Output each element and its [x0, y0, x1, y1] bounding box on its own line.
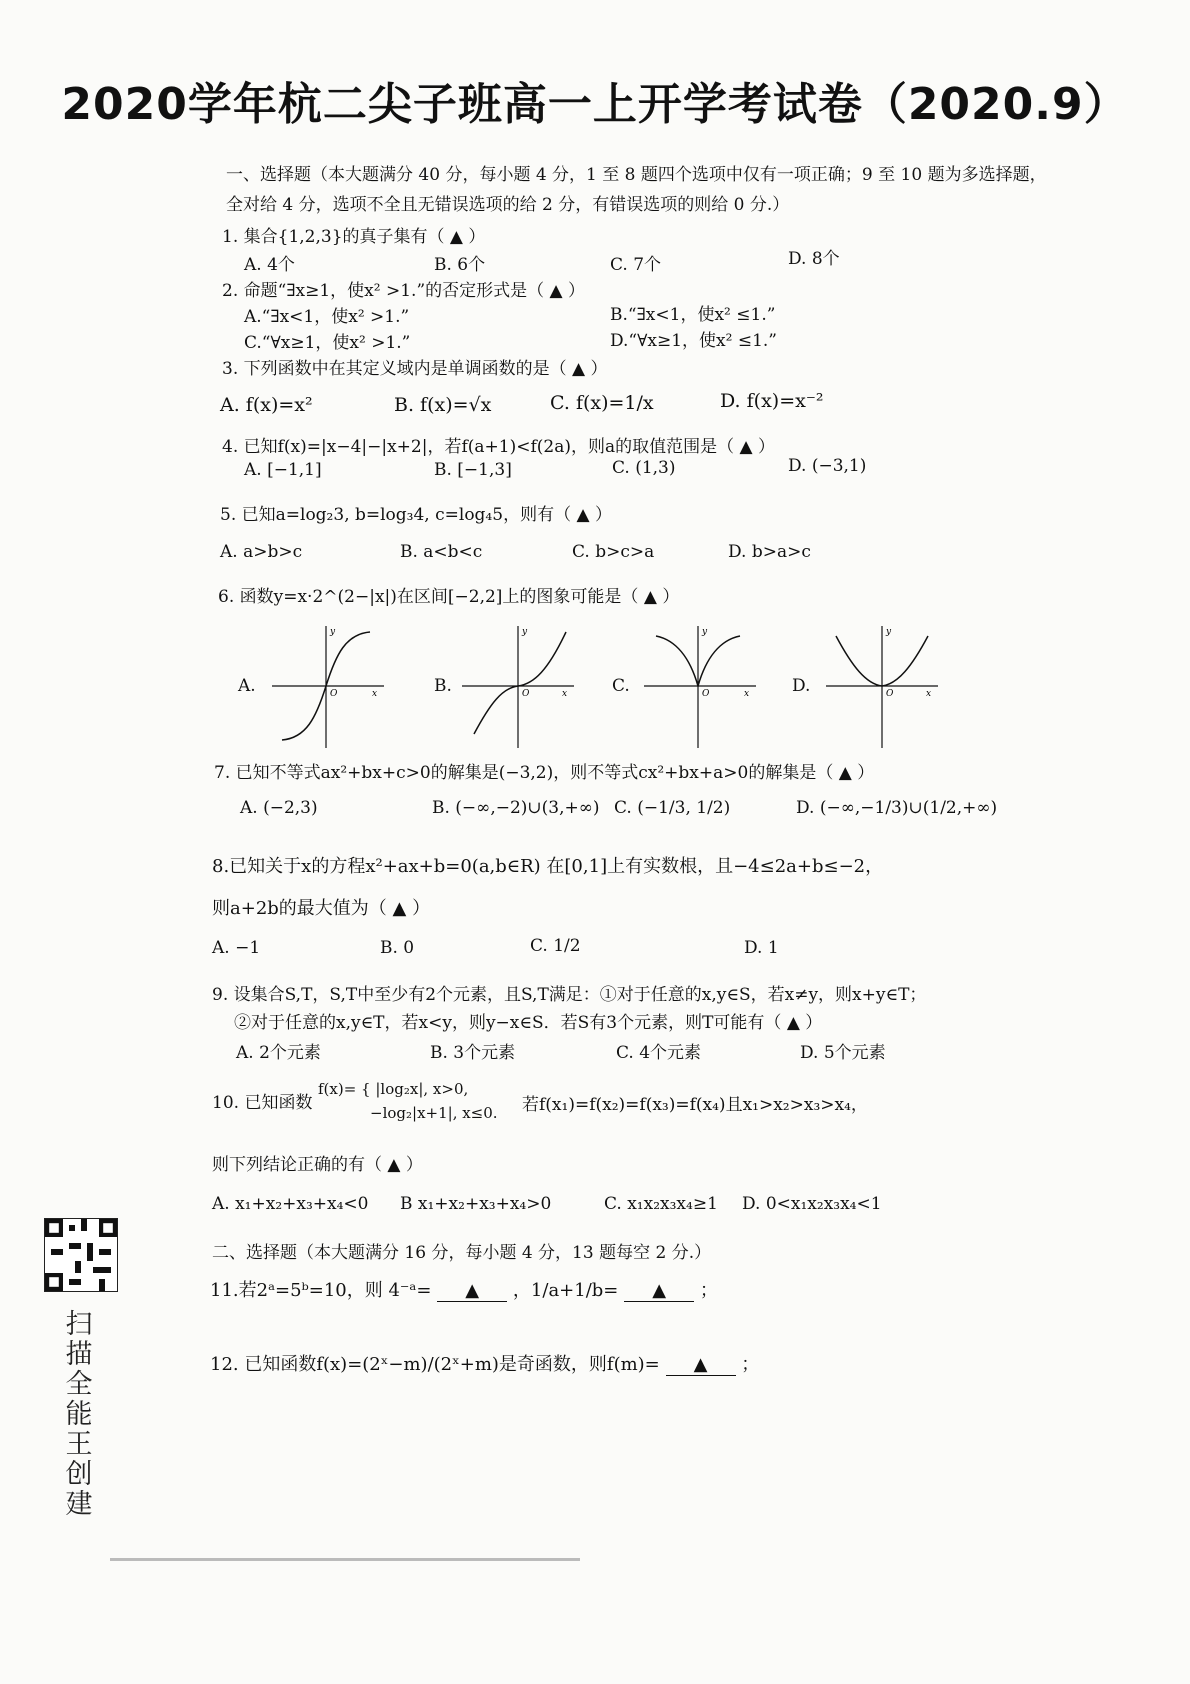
q7-stem: 7. 已知不等式ax²+bx+c>0的解集是(−3,2)，则不等式cx²+bx+a>0的解集是（ ▲ ）	[214, 763, 875, 783]
q6-option-a-label: A.	[238, 676, 256, 696]
q9-option-d: D. 5个元素	[800, 1043, 886, 1063]
q5-option-a: A. a>b>c	[220, 542, 303, 562]
q7-option-d: D. (−∞,−1/3)∪(1/2,+∞)	[796, 798, 998, 818]
q6-a-x-label: x	[372, 689, 378, 699]
q11-prefix: 11.若2ᵃ=5ᵇ=10，则 4⁻ᵃ=	[210, 1280, 432, 1301]
q3-stem: 3. 下列函数中在其定义域内是单调函数的是（ ▲ ）	[222, 359, 608, 379]
q3-option-c: C. f(x)=1/x	[550, 392, 654, 414]
q8-stem-line1: 8.已知关于x的方程x²+ax+b=0(a,b∈R) 在[0,1]上有实数根，且−4≤2a+b≤−2，	[212, 856, 884, 877]
q7-option-a: A. (−2,3)	[240, 798, 318, 818]
q6-option-b-label: B.	[434, 676, 452, 696]
q2-option-c: C.“∀x≥1，使x² >1.”	[244, 333, 411, 353]
q6-b-y-label: y	[522, 627, 528, 637]
qr-pattern	[45, 1219, 117, 1291]
q6-graph-b	[462, 622, 612, 752]
q4-option-d: D. (−3,1)	[788, 456, 867, 476]
q6-c-x-label: x	[744, 689, 750, 699]
q1-option-d: D. 8个	[788, 249, 840, 269]
scanner-brand-text: 扫描全能王 创建	[65, 1309, 93, 1520]
q5-option-c: C. b>c>a	[572, 542, 655, 562]
q10-condition: 若f(x₁)=f(x₂)=f(x₃)=f(x₄)且x₁>x₂>x₃>x₄，	[522, 1095, 868, 1115]
q10-piece1: f(x)= { |log₂x|, x>0,	[318, 1080, 469, 1098]
q8-option-b: B. 0	[380, 938, 415, 958]
q9-stem-line1: 9. 设集合S,T，S,T中至少有2个元素，且S,T满足：①对于任意的x,y∈S，若x≠y，则x+y∈T；	[212, 985, 927, 1005]
q2-option-d: D.“∀x≥1，使x² ≤1.”	[610, 331, 777, 351]
q9-stem-line2: ②对于任意的x,y∈T，若x<y，则y−x∈S．若S有3个元素，则T可能有（ ▲ ）	[234, 1013, 823, 1033]
section2-instructions: 二、选择题（本大题满分 16 分，每小题 4 分，13 题每空 2 分.）	[212, 1243, 712, 1263]
q8-stem-line2: 则a+2b的最大值为（ ▲ ）	[212, 898, 431, 919]
q6-d-x-label: x	[926, 689, 932, 699]
q4-option-b: B. [−1,3]	[434, 460, 512, 480]
q2-option-b: B.“∃x<1，使x² ≤1.”	[610, 305, 776, 325]
q6-graph-a	[272, 622, 422, 752]
q11-end: ；	[699, 1280, 718, 1301]
q2-option-a: A.“∃x<1，使x² >1.”	[244, 307, 410, 327]
q6-a-origin-label: O	[330, 689, 338, 699]
scan-artifact-line	[110, 1558, 580, 1561]
q6-d-origin-label: O	[886, 689, 894, 699]
qr-code-icon	[44, 1218, 118, 1292]
q5-option-d: D. b>a>c	[728, 542, 811, 562]
q4-option-a: A. [−1,1]	[244, 460, 322, 480]
q11-middle: ，1/a+1/b=	[512, 1280, 619, 1301]
q6-option-c-label: C.	[612, 676, 630, 696]
q11-blank-1[interactable]: ▲	[437, 1280, 507, 1302]
q10-number: 10. 已知函数	[212, 1093, 313, 1113]
q6-c-y-label: y	[702, 627, 708, 637]
q7-option-b: B. (−∞,−2)∪(3,+∞)	[432, 798, 600, 818]
q8-option-a: A. −1	[212, 938, 261, 958]
q11-line	[210, 1276, 718, 1302]
q6-b-x-label: x	[562, 689, 568, 699]
q6-a-y-label: y	[330, 627, 336, 637]
q1-option-c: C. 7个	[610, 255, 662, 275]
q10-option-c: C. x₁x₂x₃x₄≥1	[604, 1194, 718, 1214]
q12-prefix: 12. 已知函数f(x)=(2ˣ−m)/(2ˣ+m)是奇函数，则f(m)=	[210, 1354, 660, 1375]
q4-stem: 4. 已知f(x)=|x−4|−|x+2|，若f(a+1)<f(2a)，则a的取值范围是（ ▲ ）	[222, 437, 775, 457]
q3-option-a: A. f(x)=x²	[220, 394, 313, 416]
q6-graph-d	[826, 622, 976, 752]
q5-option-b: B. a<b<c	[400, 542, 483, 562]
q6-graph-c	[644, 622, 794, 752]
q1-option-a: A. 4个	[244, 255, 295, 275]
q10-option-d: D. 0<x₁x₂x₃x₄<1	[742, 1194, 882, 1214]
q3-option-d: D. f(x)=x⁻²	[720, 390, 824, 412]
q8-option-d: D. 1	[744, 938, 779, 958]
section1-instructions-line2: 全对给 4 分，选项不全且无错误选项的给 2 分，有错误选项的则给 0 分.）	[226, 195, 790, 215]
q10-option-b: B x₁+x₂+x₃+x₄>0	[400, 1194, 552, 1214]
q10-option-a: A. x₁+x₂+x₃+x₄<0	[212, 1194, 369, 1214]
page-title: 2020学年杭二尖子班高一上开学考试卷（2020.9）	[61, 79, 1129, 130]
q9-option-c: C. 4个元素	[616, 1043, 702, 1063]
q1-stem: 1. 集合{1,2,3}的真子集有（ ▲ ）	[222, 227, 486, 247]
q12-line	[210, 1350, 759, 1376]
q8-option-c: C. 1/2	[530, 936, 581, 956]
q9-option-b: B. 3个元素	[430, 1043, 516, 1063]
q6-c-origin-label: O	[702, 689, 710, 699]
q10-piece2: −log₂|x+1|, x≤0.	[370, 1104, 498, 1122]
q5-stem: 5. 已知a=log₂3, b=log₃4, c=log₄5，则有（ ▲ ）	[220, 505, 612, 525]
q10-stem-line2: 则下列结论正确的有（ ▲ ）	[212, 1155, 423, 1175]
section1-instructions-line1: 一、选择题（本大题满分 40 分，每小题 4 分，1 至 8 题四个选项中仅有一项正确；9 至 10 题为多选择题，	[226, 165, 1047, 185]
q7-option-c: C. (−1/3, 1/2)	[614, 798, 731, 818]
q6-stem: 6. 函数y=x·2^(2−|x|)在区间[−2,2]上的图象可能是（ ▲ ）	[218, 587, 680, 607]
q3-option-b: B. f(x)=√x	[394, 394, 492, 416]
q4-option-c: C. (1,3)	[612, 458, 676, 478]
q12-blank[interactable]: ▲	[666, 1354, 736, 1376]
q6-d-y-label: y	[886, 627, 892, 637]
q9-option-a: A. 2个元素	[236, 1043, 321, 1063]
q12-end: ；	[741, 1354, 760, 1375]
q6-b-origin-label: O	[522, 689, 530, 699]
q11-blank-2[interactable]: ▲	[624, 1280, 694, 1302]
q2-stem: 2. 命题“∃x≥1，使x² >1.”的否定形式是（ ▲ ）	[222, 281, 586, 301]
q6-option-d-label: D.	[792, 676, 811, 696]
q1-option-b: B. 6个	[434, 255, 486, 275]
